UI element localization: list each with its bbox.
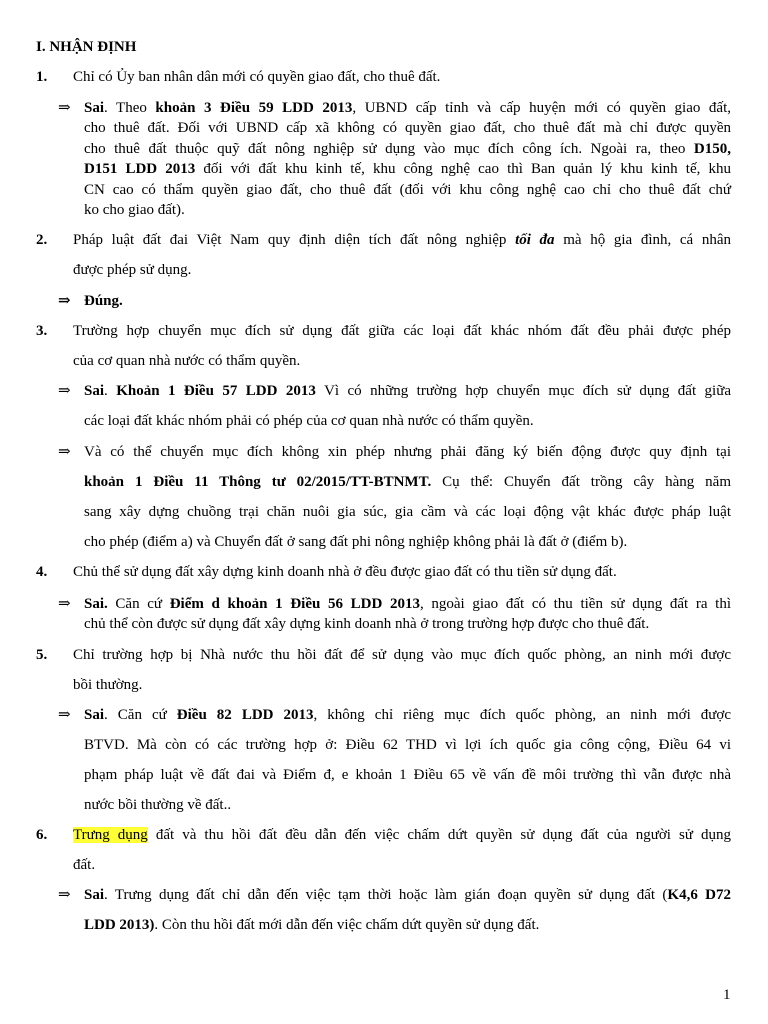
- bold-text: D150,: [693, 141, 731, 157]
- highlighted-text: Trưng dụng: [73, 827, 148, 843]
- question-text: Chủ thể sử dụng đất xây dựng kinh doanh nhà ở đều được giao đất có thu tiền sử dụng đất.: [73, 564, 617, 580]
- bold-text: D151 LDD 2013: [84, 161, 196, 177]
- answer-line: [84, 472, 731, 492]
- text-run: đất.: [73, 857, 96, 873]
- answer-line: [84, 915, 731, 935]
- answer-line: [84, 200, 731, 220]
- question-text: [73, 230, 731, 250]
- text-run: đối với đất khu kinh tế, khu công nghệ cao thì Ban quản lý khu kinh tế, khu: [195, 161, 731, 177]
- question-text: [73, 855, 731, 875]
- text-run: Và có thể chuyển mục đích không xin phép nhưng phải đăng ký biến động được quy định tại: [84, 444, 731, 460]
- bold-text: K4,6 D72: [667, 887, 732, 903]
- text-run: Cụ thể: Chuyển đất trồng cây hàng năm: [431, 474, 731, 490]
- implies-arrow-icon: ⇒: [58, 596, 71, 612]
- bold-text: Sai.: [84, 596, 108, 612]
- item-number: 5.: [36, 647, 48, 663]
- text-run: . Còn thu hồi đất mới dẫn đến việc chấm dứt quyền sử dụng đất.: [154, 917, 540, 933]
- bold-text: Sai: [84, 100, 105, 116]
- answer-line: [84, 291, 731, 311]
- answer-line: [84, 98, 731, 118]
- answer-line: [84, 594, 731, 614]
- answer-line: [84, 159, 731, 179]
- implies-arrow-icon: ⇒: [58, 383, 71, 399]
- text-run: phạm pháp luật về đất đai và Điểm đ, e khoản 1 Điều 65 về vấn đề môi trường thì vẫn được nhà: [84, 767, 731, 783]
- question-text: [73, 825, 731, 845]
- text-run: các loại đất khác nhóm phải có phép của cơ quan nhà nước có thẩm quyền.: [84, 413, 534, 429]
- implies-arrow-icon: ⇒: [58, 100, 71, 116]
- text-run: cho thuê đất thuộc quỹ đất nông nghiệp sử dụng vào mục đích công ích. Ngoài ra, theo: [84, 141, 694, 157]
- text-run: cho phép (điểm a) và Chuyển đất ở sang đất phi nông nghiệp không phải là đất ở (điểm b).: [84, 534, 628, 550]
- text-run: , không chỉ riêng mục đích quốc phòng, an ninh mới được: [313, 707, 732, 723]
- question-text: [73, 260, 731, 280]
- text-run: được phép sử dụng.: [73, 262, 192, 278]
- text-run: . Căn cứ: [104, 707, 177, 723]
- item-number: 1.: [36, 69, 48, 85]
- implies-arrow-icon: ⇒: [58, 293, 71, 309]
- text-run: Pháp luật đất đai Việt Nam quy định diện tích đất nông nghiệp: [73, 232, 516, 248]
- bold-text: Đúng.: [84, 293, 123, 309]
- bold-text: khoản 1 Điều 11 Thông tư 02/2015/TT-BTNMT.: [84, 474, 432, 490]
- answer-line: [84, 118, 731, 138]
- answer-line: [84, 765, 731, 785]
- item-number: 3.: [36, 323, 48, 339]
- bold-text: Sai: [84, 383, 105, 399]
- text-run: .: [104, 383, 117, 399]
- question-text: Chỉ có Ủy ban nhân dân mới có quyền giao đất, cho thuê đất.: [73, 69, 441, 85]
- bold-text: Điều 82 LDD 2013: [176, 707, 314, 723]
- answer-line: [84, 614, 731, 634]
- implies-arrow-icon: ⇒: [58, 444, 71, 460]
- text-run: Căn cứ: [107, 596, 170, 612]
- text-run: đất và thu hồi đất đều dẫn đến việc chấm dứt quyền sử dụng đất của người sử dụng: [147, 827, 732, 843]
- answer-line: [84, 139, 731, 159]
- text-run: mà hộ gia đình, cá nhân: [554, 232, 732, 248]
- bold-text: khoản 3 Điều 59 LDD 2013: [155, 100, 353, 116]
- implies-arrow-icon: ⇒: [58, 707, 71, 723]
- bold-text: Điểm d khoản 1 Điều 56 LDD 2013: [169, 596, 420, 612]
- answer-line: [84, 795, 731, 815]
- question-text: bồi thường.: [73, 677, 143, 693]
- page-number: 1: [723, 987, 731, 1003]
- question-text: của cơ quan nhà nước có thẩm quyền.: [73, 353, 301, 369]
- bold-text: Sai: [84, 707, 105, 723]
- answer-line: [84, 411, 731, 431]
- text-run: ko cho giao đất).: [84, 202, 185, 218]
- answer-line: [84, 532, 731, 552]
- implies-arrow-icon: ⇒: [58, 887, 71, 903]
- section-heading: I. NHẬN ĐỊNH: [36, 39, 137, 55]
- bold-text: tối đa: [515, 232, 555, 248]
- text-run: , UBND cấp tỉnh và cấp huyện mới có quyền giao đất,: [352, 100, 731, 116]
- text-run: cho thuê đất. Đối với UBND cấp xã không có quyền giao đất, cho thuê đất mà chỉ được quyền: [84, 120, 731, 136]
- answer-line: [84, 885, 731, 905]
- answer-line: [84, 502, 731, 522]
- text-run: . Theo: [104, 100, 156, 116]
- text-run: chủ thể còn được sử dụng đất xây dựng kinh doanh nhà ở trong trường hợp được cho thuê đất.: [84, 616, 650, 632]
- answer-line: [84, 381, 731, 401]
- answer-line: [84, 705, 731, 725]
- text-run: Vì có những trường hợp chuyển mục đích sử dụng đất giữa: [315, 383, 732, 399]
- question-text: Trường hợp chuyển mục đích sử dụng đất giữa các loại đất khác nhóm đất đều phải được phép: [73, 323, 731, 339]
- text-run: sang xây dựng chuồng trại chăn nuôi gia súc, gia cầm và các loại động vật khác được pháp luật: [84, 504, 731, 520]
- text-run: . Trưng dụng đất chỉ dẫn đến việc tạm thời hoặc làm gián đoạn quyền sử dụng đất (: [104, 887, 668, 903]
- text-run: BTVD. Mà còn có các trường hợp ở: Điều 62 THD vì lợi ích quốc gia công cộng, Điều 64 vi: [84, 737, 731, 753]
- text-run: nước bồi thường về đất..: [84, 797, 232, 813]
- answer-line: [84, 735, 731, 755]
- question-text: Chỉ trường hợp bị Nhà nước thu hồi đất để sử dụng vào mục đích quốc phòng, an ninh mới được: [73, 647, 731, 663]
- item-number: 6.: [36, 827, 48, 843]
- text-run: CN cao có thẩm quyền giao đất, cho thuê đất (đối với khu công nghệ cao chỉ cho thuê đất chứ: [84, 182, 731, 198]
- bold-text: LDD 2013): [84, 917, 155, 933]
- item-number: 2.: [36, 232, 48, 248]
- item-number: 4.: [36, 564, 48, 580]
- bold-text: Khoản 1 Điều 57 LDD 2013: [116, 383, 316, 399]
- answer-line: [84, 180, 731, 200]
- bold-text: Sai: [84, 887, 105, 903]
- answer-line: [84, 442, 731, 462]
- text-run: , ngoài giao đất có thu tiền sử dụng đất ra thì: [419, 596, 731, 612]
